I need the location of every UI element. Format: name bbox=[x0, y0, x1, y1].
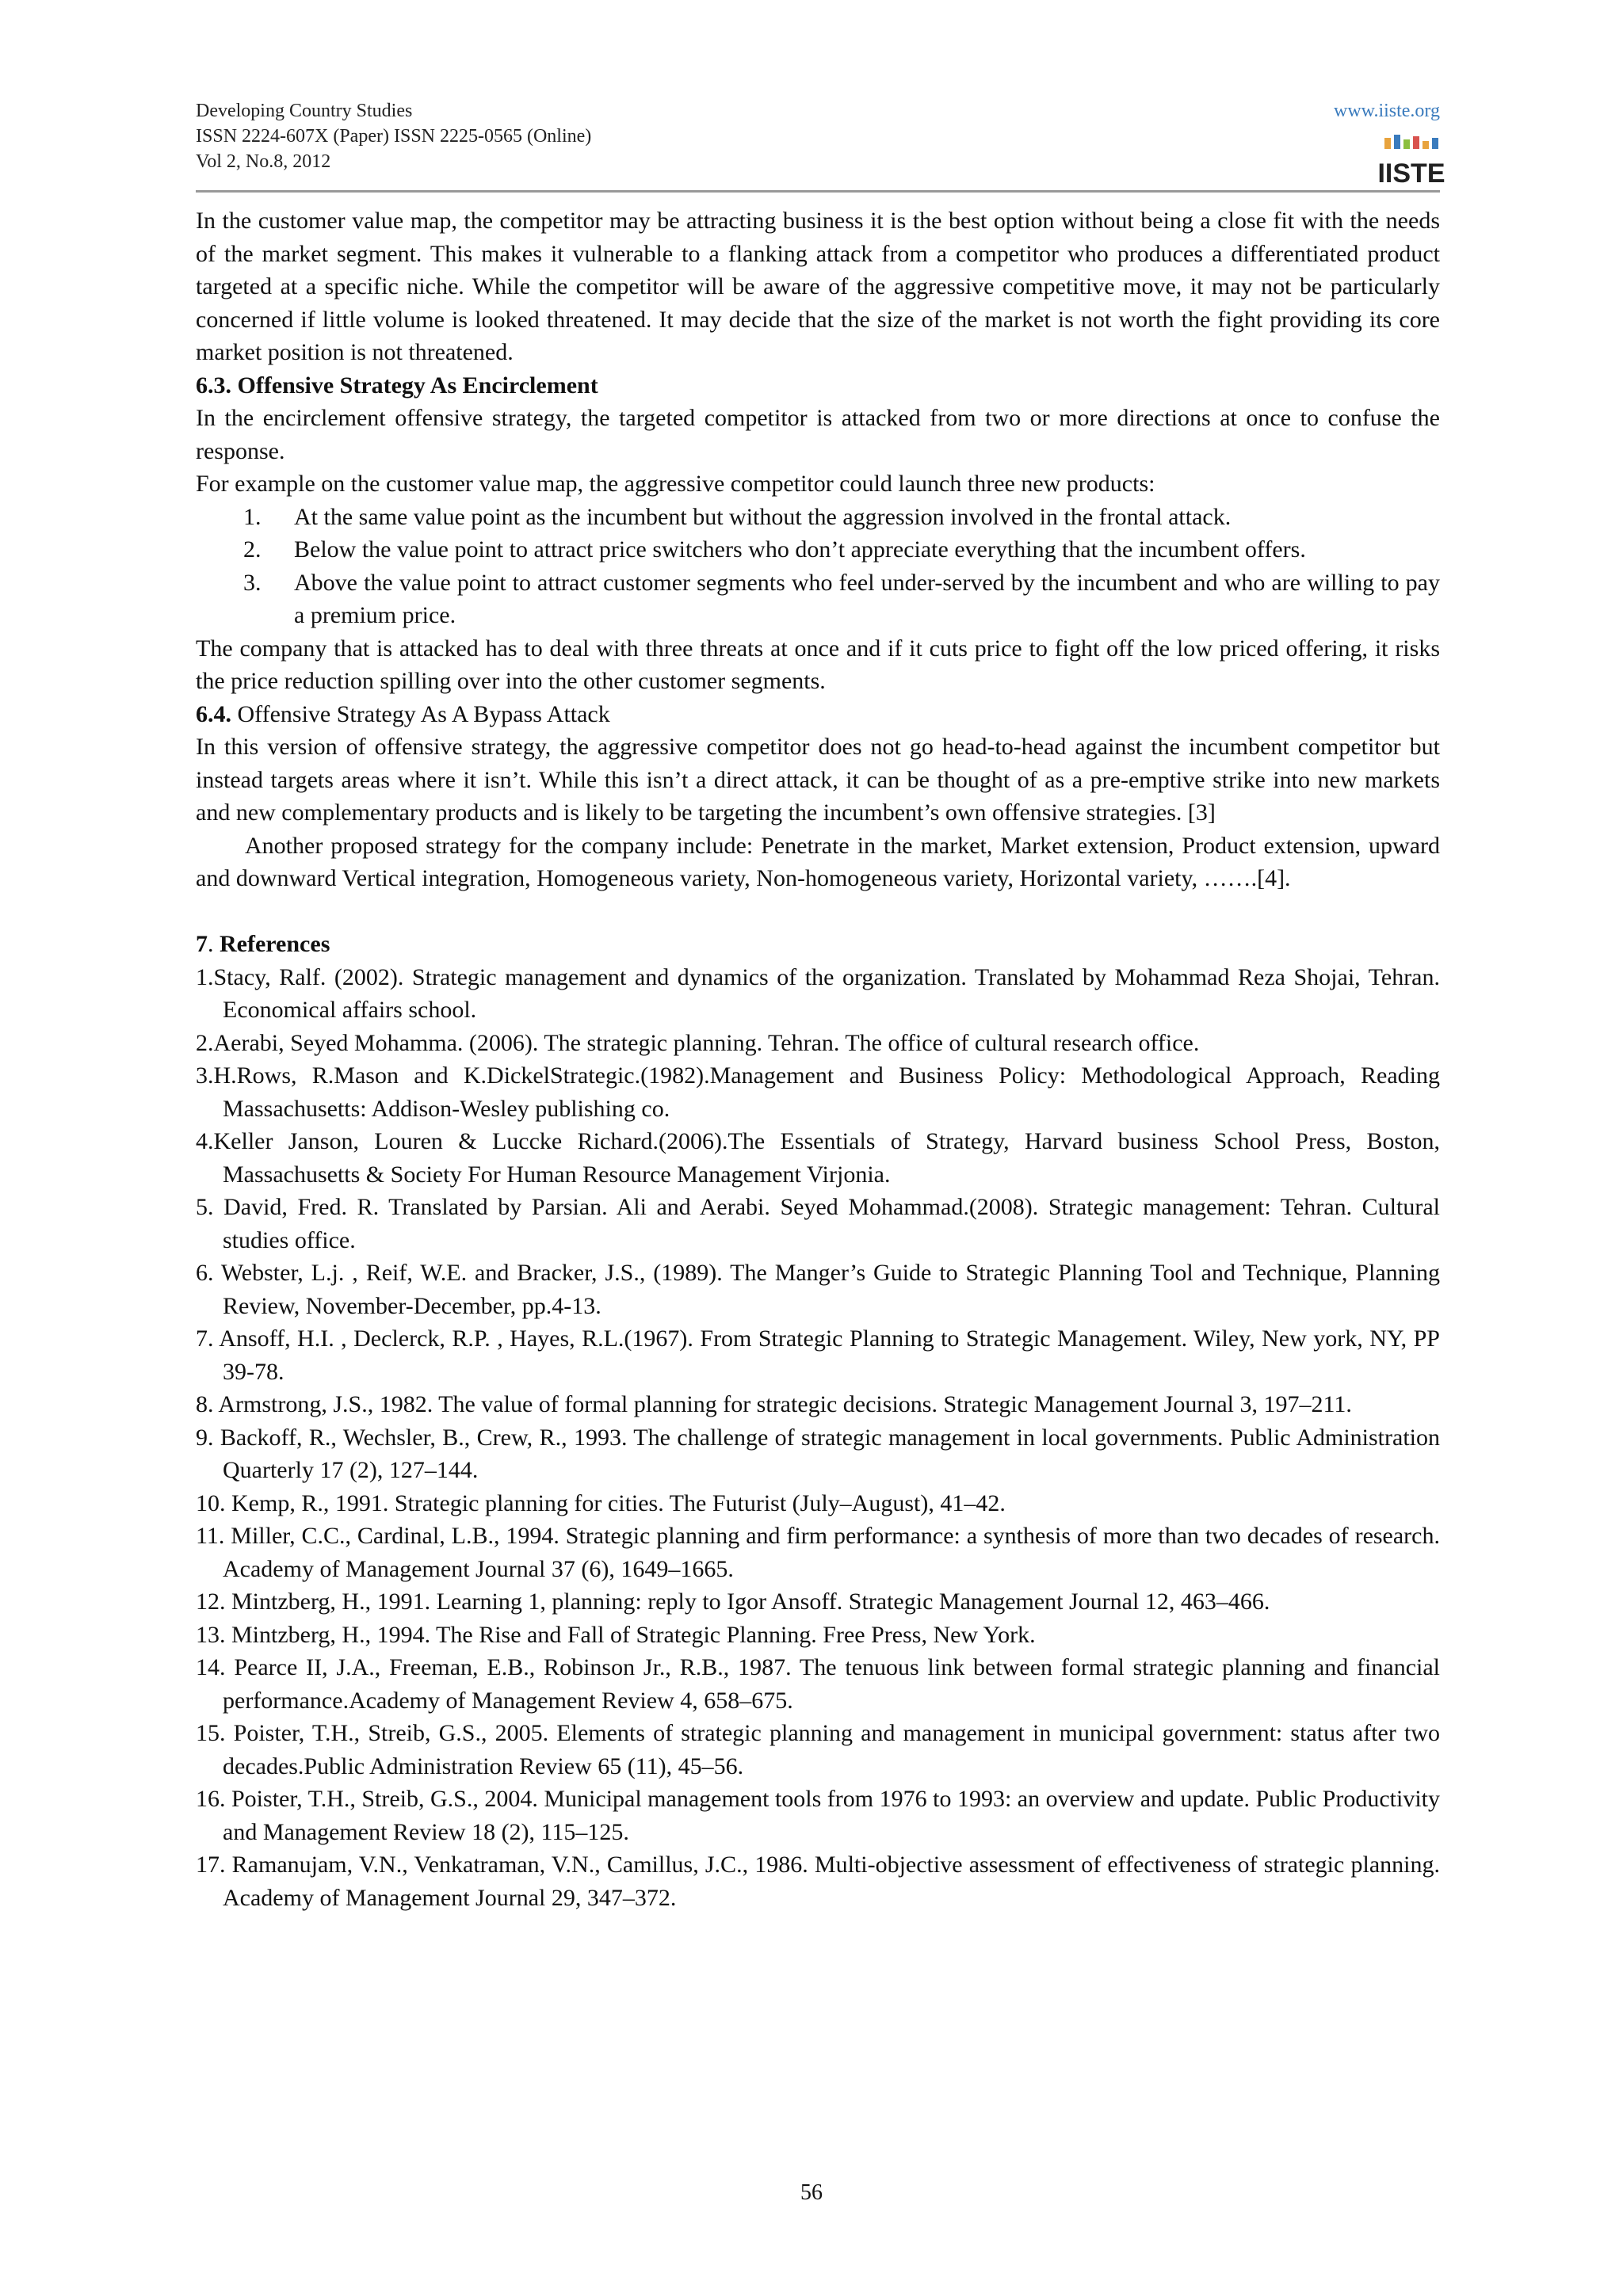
list-number: 1. bbox=[243, 503, 262, 530]
reference-item: 2.Aerabi, Seyed Mohamma. (2006). The strategic planning. Tehran. The office of cultural research office. bbox=[196, 1029, 1200, 1056]
section-number: 6.4. bbox=[196, 700, 231, 727]
journal-issn: ISSN 2224-607X (Paper) ISSN 2225-0565 (Online) bbox=[196, 126, 592, 147]
reference-item: 16. Poister, T.H., Streib, G.S., 2004. Municipal management tools from 1976 to 1993: an overview and update. Public Productivity and Management Review 18 (2), 115–125. bbox=[196, 1786, 1440, 1845]
paragraph-bypass: In this version of offensive strategy, the aggressive competitor does not go head-to-head against the incumbent competitor but instead targets areas where it isn’t. While this isn’t a direct attack, it can be thought of as a pre-emptive strike into new markets and new complementary products and is likely to be targeting the incumbent’s own offensive strategies. [3] bbox=[196, 734, 1440, 826]
reference-item: 15. Poister, T.H., Streib, G.S., 2005. Elements of strategic planning and management in municipal government: status after two decades.Public Administration Review 65 (11), 45–56. bbox=[196, 1720, 1440, 1779]
section-heading-6-4 bbox=[196, 698, 1440, 731]
paragraph-example: For example on the customer value map, the aggressive competitor could launch three new products: bbox=[196, 471, 1155, 497]
references-number: 7 bbox=[196, 931, 208, 957]
reference-item: 14. Pearce II, J.A., Freeman, E.B., Robinson Jr., R.B., 1987. The tenuous link between formal strategic planning and financial performance.Academy of Management Review 4, 658–675. bbox=[196, 1654, 1440, 1714]
list-text: Below the value point to attract price switchers who don’t appreciate everything that the incumbent offers. bbox=[294, 536, 1306, 563]
section-title: Offensive Strategy As A Bypass Attack bbox=[231, 700, 610, 727]
journal-url-link[interactable]: www.iiste.org bbox=[1334, 101, 1440, 121]
product-list bbox=[196, 501, 1440, 632]
reference-item: 17. Ramanujam, V.N., Venkatraman, V.N., Camillus, J.C., 1986. Multi-objective assessment of effectiveness of strategic planning. Academy of Management Journal 29, 347–372. bbox=[196, 1852, 1440, 1911]
paragraph-proposed-strategy: Another proposed strategy for the company include: Penetrate in the market, Market extension, Product extension, upward and downward Vertical integration, Homogeneous variety, Non-homogeneous variety, Horizontal variety, …….[4]. bbox=[196, 832, 1440, 891]
reference-item: 3.H.Rows, R.Mason and K.DickelStrategic.(1982).Management and Business Policy: Methodological Approach, Reading Massachusetts: Addison-Wesley publishing co. bbox=[196, 1062, 1440, 1122]
paper-page bbox=[196, 93, 1445, 1911]
main-body bbox=[196, 204, 1440, 1914]
references-list bbox=[196, 961, 1440, 1915]
list-item bbox=[196, 501, 1440, 534]
list-item bbox=[196, 566, 1440, 632]
journal-name: Developing Country Studies bbox=[196, 101, 413, 121]
reference-item: 5. David, Fred. R. Translated by Parsian. Ali and Aerabi. Seyed Mohammad.(2008). Strategic management: Tehran. Cultural studies office. bbox=[196, 1194, 1440, 1253]
list-text: At the same value point as the incumbent but without the aggression involved in the frontal attack. bbox=[294, 503, 1232, 530]
reference-item: 12. Mintzberg, H., 1991. Learning 1, planning: reply to Igor Ansoff. Strategic Management Journal 12, 463–466. bbox=[196, 1589, 1270, 1615]
paragraph-encirclement: In the encirclement offensive strategy, the targeted competitor is attacked from two or more directions at once to confuse the response. bbox=[196, 405, 1440, 464]
references-separator: . bbox=[208, 931, 220, 957]
references-title: References bbox=[220, 931, 330, 957]
iiste-logo-icon bbox=[1377, 133, 1445, 189]
svg-text:IISTE: IISTE bbox=[1377, 158, 1445, 189]
journal-volume: Vol 2, No.8, 2012 bbox=[196, 151, 331, 172]
page-number: 56 bbox=[800, 2180, 823, 2205]
reference-item: 6. Webster, L.j. , Reif, W.E. and Bracker, J.S., (1989). The Manger’s Guide to Strategic Planning Tool and Technique, Planning Review, November-December, pp.4-13. bbox=[196, 1260, 1440, 1319]
section-spacer bbox=[196, 895, 1440, 929]
paragraph-threats: The company that is attacked has to deal with three threats at once and if it cuts price to fight off the low priced offering, it risks the price reduction spilling over into the other customer segments. bbox=[196, 635, 1440, 694]
list-item bbox=[196, 533, 1440, 566]
section-heading-6-3: 6.3. Offensive Strategy As Encirclement bbox=[196, 372, 598, 399]
references-heading bbox=[196, 928, 1440, 961]
reference-item: 10. Kemp, R., 1991. Strategic planning for cities. The Futurist (July–August), 41–42. bbox=[196, 1489, 1006, 1516]
paragraph-flanking: In the customer value map, the competitor may be attracting business it is the best option without being a close fit with the needs of the market segment. This makes it vulnerable to a flanking attack from a competitor who produces a differentiated product targeted at a specific niche. While the competitor will be aware of the aggressive competitive move, it may not be particularly concerned if little volume is looked threatened. It may decide that the size of the market is not worth the fight providing its core market position is not threatened. bbox=[196, 208, 1440, 365]
reference-item: 9. Backoff, R., Wechsler, B., Crew, R., 1993. The challenge of strategic management in local governments. Public Administration Quarterly 17 (2), 127–144. bbox=[196, 1424, 1440, 1483]
reference-item: 7. Ansoff, H.I. , Declerck, R.P. , Hayes, R.L.(1967). From Strategic Planning to Strategic Management. Wiley, New york, NY, PP 39-78. bbox=[196, 1325, 1440, 1385]
reference-item: 8. Armstrong, J.S., 1982. The value of formal planning for strategic decisions. Strategic Management Journal 3, 197–211. bbox=[196, 1391, 1352, 1417]
list-text: Above the value point to attract customer segments who feel under-served by the incumbent and who are willing to pay a premium price. bbox=[294, 569, 1440, 628]
list-number: 2. bbox=[243, 536, 262, 563]
reference-item: 13. Mintzberg, H., 1994. The Rise and Fall of Strategic Planning. Free Press, New York. bbox=[196, 1621, 1036, 1648]
header-rule bbox=[196, 190, 1440, 193]
reference-item: 1.Stacy, Ralf. (2002). Strategic management and dynamics of the organization. Translated by Mohammad Reza Shojai, Tehran. Economical affairs school. bbox=[196, 963, 1440, 1023]
journal-meta bbox=[196, 98, 591, 174]
reference-item: 4.Keller Janson, Louren & Luccke Richard.(2006).The Essentials of Strategy, Harvard business School Press, Boston, Massachusetts & Society For Human Resource Management Virjonia. bbox=[196, 1128, 1440, 1188]
list-number: 3. bbox=[243, 569, 262, 596]
page-header bbox=[196, 93, 1445, 189]
reference-item: 11. Miller, C.C., Cardinal, L.B., 1994. Strategic planning and firm performance: a synthesis of more than two decades of research. Academy of Management Journal 37 (6), 1649–1665. bbox=[196, 1523, 1440, 1582]
